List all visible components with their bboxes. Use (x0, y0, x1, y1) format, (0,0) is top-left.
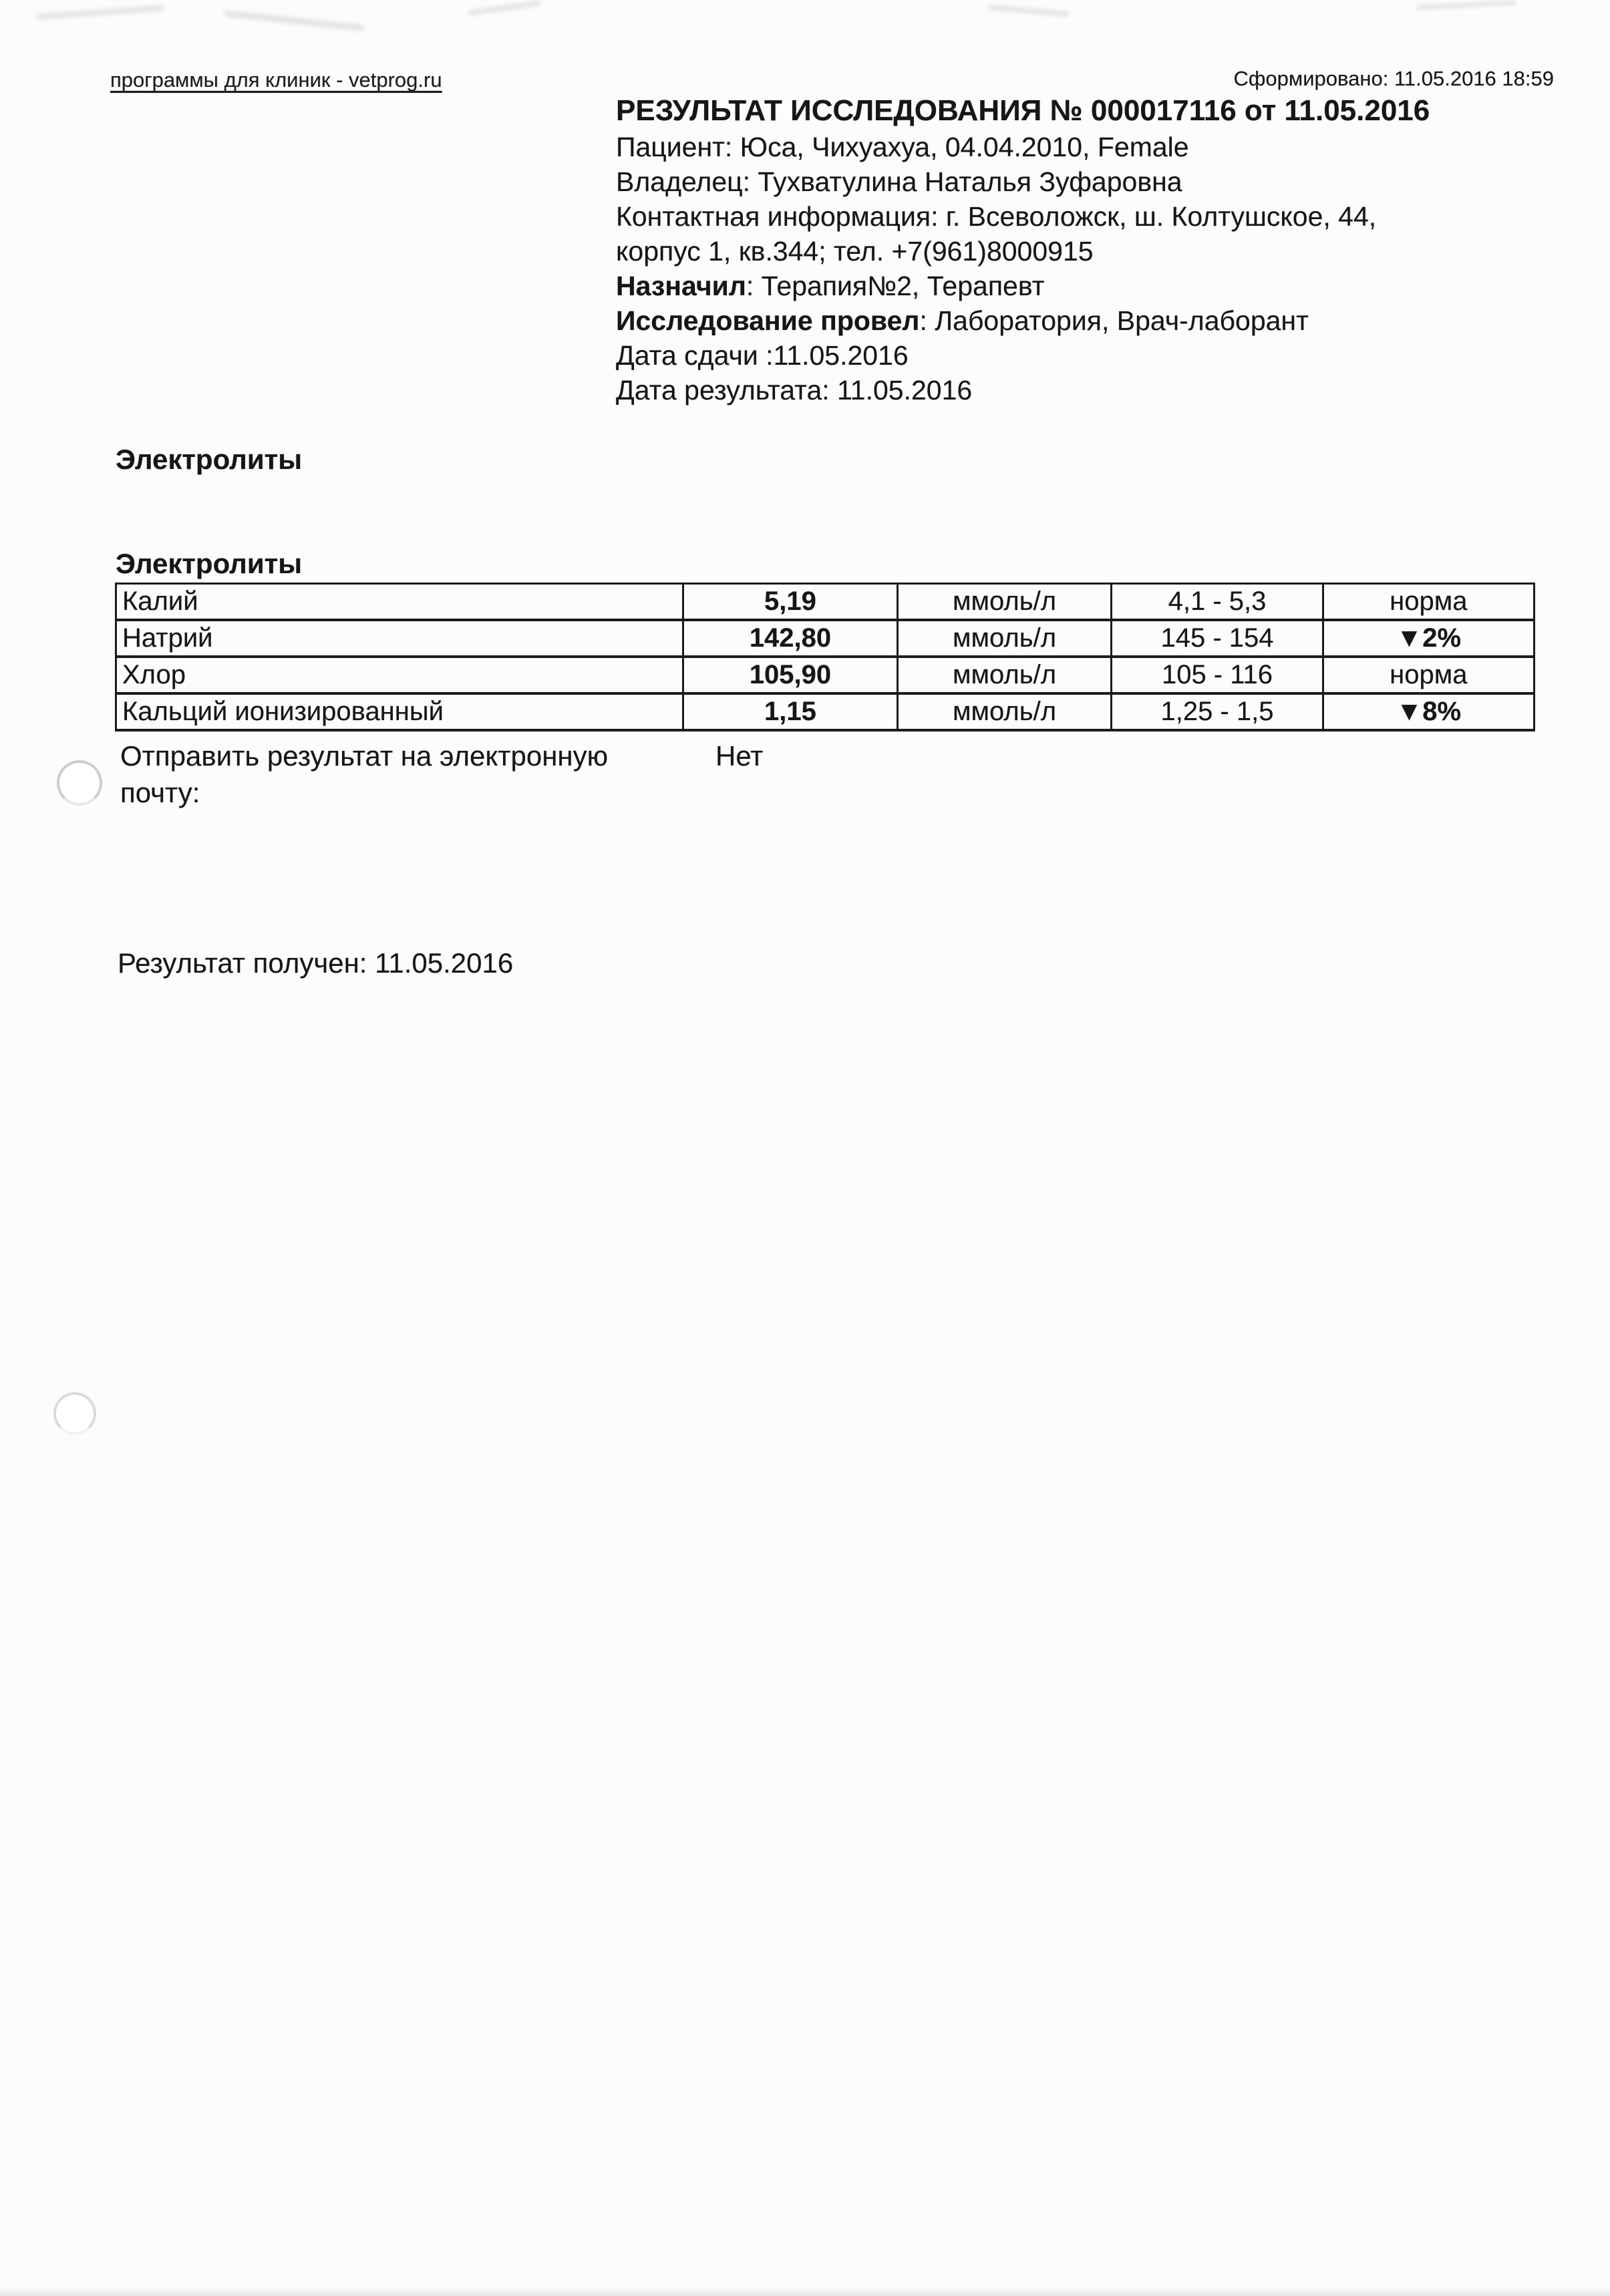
table-row (116, 584, 1535, 621)
status-flag: ▼2% (1323, 620, 1534, 657)
reference-range: 105 - 116 (1112, 657, 1323, 693)
email-prompt-line-2: почту: (120, 777, 200, 808)
performed-label: Исследование провел (616, 305, 920, 336)
table-row (116, 657, 1535, 693)
performed-line (616, 303, 1565, 338)
owner-line: Владелец: Тухватулина Наталья Зуфаровна (616, 166, 1182, 197)
analyte-unit: ммоль/л (897, 584, 1112, 621)
status-flag: норма (1323, 657, 1534, 693)
date-submitted-line: Дата сдачи :11.05.2016 (616, 340, 909, 371)
status-flag: норма (1323, 584, 1534, 621)
scan-streak-artifact (1416, 0, 1516, 10)
analyte-value: 105,90 (683, 657, 898, 693)
scan-streak-artifact (37, 5, 164, 19)
prescriber-label: Назначил (616, 271, 746, 301)
reference-range: 4,1 - 5,3 (1112, 584, 1323, 621)
vetprog-site-link: программы для клиник - vetprog.ru (110, 68, 442, 92)
email-prompt-label (120, 737, 608, 811)
analyte-value: 5,19 (683, 584, 898, 621)
generated-timestamp: Сформировано: 11.05.2016 18:59 (1233, 67, 1554, 90)
report-title: РЕЗУЛЬТАТ ИССЛЕДОВАНИЯ № 000017116 от 11.05.2016 (616, 94, 1430, 127)
table-heading-electrolytes: Электролиты (116, 548, 303, 579)
table-row (116, 693, 1535, 730)
scan-streak-artifact (989, 5, 1069, 17)
scan-streak-artifact (468, 0, 541, 15)
status-flag: ▼8% (1323, 693, 1534, 730)
prescriber-line (616, 269, 1565, 303)
patient-line: Пациент: Юса, Чихуахуа, 04.04.2010, Female (616, 132, 1189, 162)
reference-range: 1,25 - 1,5 (1112, 693, 1323, 730)
report-header-block (616, 92, 1565, 407)
electrolytes-results-table (115, 583, 1535, 731)
contact-line-1: Контактная информация: г. Всеволожск, ш. Колтушское, 44, (616, 201, 1377, 232)
punch-hole-artifact (57, 760, 102, 806)
analyte-value: 142,80 (683, 620, 898, 657)
contact-line-2: корпус 1, кв.344; тел. +7(961)8000915 (616, 236, 1094, 267)
analyte-unit: ммоль/л (897, 657, 1112, 693)
scan-streak-artifact (224, 10, 364, 31)
analyte-unit: ммоль/л (897, 693, 1112, 730)
prescriber-value: : Терапия№2, Терапевт (746, 271, 1045, 301)
analyte-unit: ммоль/л (897, 620, 1112, 657)
section-heading-electrolytes: Электролиты (116, 444, 303, 475)
analyte-name: Хлор (116, 657, 683, 693)
punch-hole-artifact (53, 1392, 96, 1435)
email-prompt-value: Нет (715, 740, 764, 772)
analyte-value: 1,15 (683, 693, 898, 730)
result-received-line: Результат получен: 11.05.2016 (118, 947, 514, 979)
analyte-name: Калий (116, 584, 683, 621)
analyte-name: Кальций ионизированный (116, 693, 683, 730)
scan-edge-shade (0, 2287, 1610, 2296)
table-row (116, 620, 1535, 657)
performed-value: : Лаборатория, Врач-лаборант (919, 305, 1309, 336)
analyte-name: Натрий (116, 620, 683, 657)
date-result-line: Дата результата: 11.05.2016 (616, 375, 973, 405)
email-prompt-line-1: Отправить результат на электронную (120, 740, 609, 772)
reference-range: 145 - 154 (1112, 620, 1323, 657)
